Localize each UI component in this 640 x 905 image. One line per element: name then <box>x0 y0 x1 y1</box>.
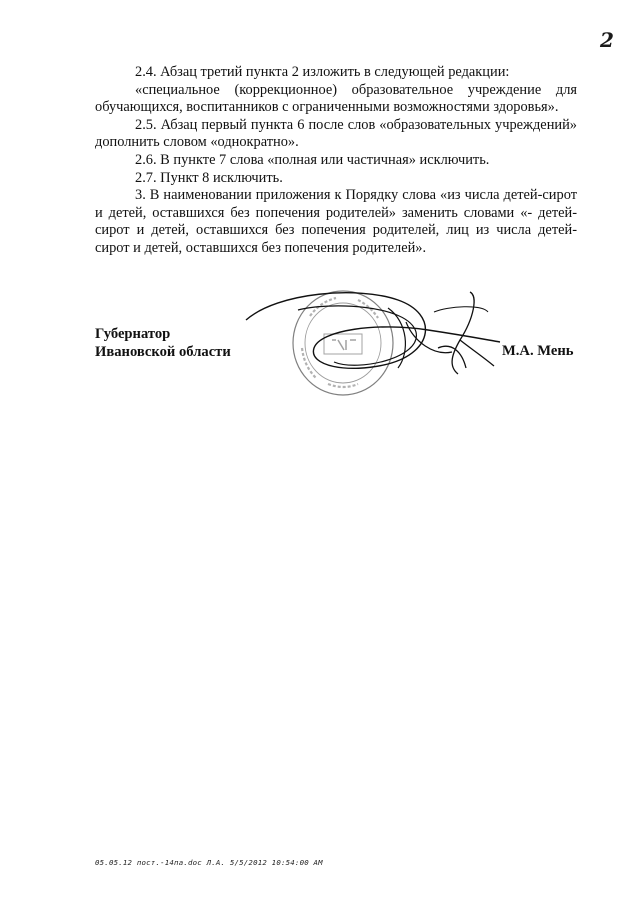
handwritten-signature <box>238 282 508 392</box>
page-number: 2 <box>600 28 614 52</box>
file-footer: 05.05.12 пост.-14па.doc Л.А. 5/5/2012 10:54:00 AM <box>95 858 323 867</box>
paragraph-2-4: 2.4. Абзац третий пункта 2 изложить в следующей редакции: <box>135 64 510 80</box>
paragraph-3: 3. В наименовании приложения к Порядку слова «из числа детей-сирот и детей, оставшихся без попечения родителей» заменить словами «- детей-сирот и детей, оставшихся без попечения родителей, лиц из числа детей-сирот и детей, оставшихся без попечения родителей». <box>95 187 577 256</box>
signatory-title-line2: Ивановской области <box>95 344 231 360</box>
paragraph-quote: «специальное (коррекционное) образовательное учреждение для обучающихся, воспитанников с ограниченными возможностями здоровья». <box>95 81 577 116</box>
signatory-title-line1: Губернатор <box>95 326 171 342</box>
signatory-title <box>95 325 231 361</box>
signatory-name: М.А. Мень <box>502 343 574 359</box>
paragraph-2-6: 2.6. В пункте 7 слова «полная или частичная» исключить. <box>135 151 490 168</box>
paragraph-2-7: 2.7. Пункт 8 исключить. <box>135 169 283 186</box>
paragraph-2-5: 2.5. Абзац первый пункта 6 после слов «образовательных учреждений» дополнить словом «однократно». <box>95 116 577 151</box>
